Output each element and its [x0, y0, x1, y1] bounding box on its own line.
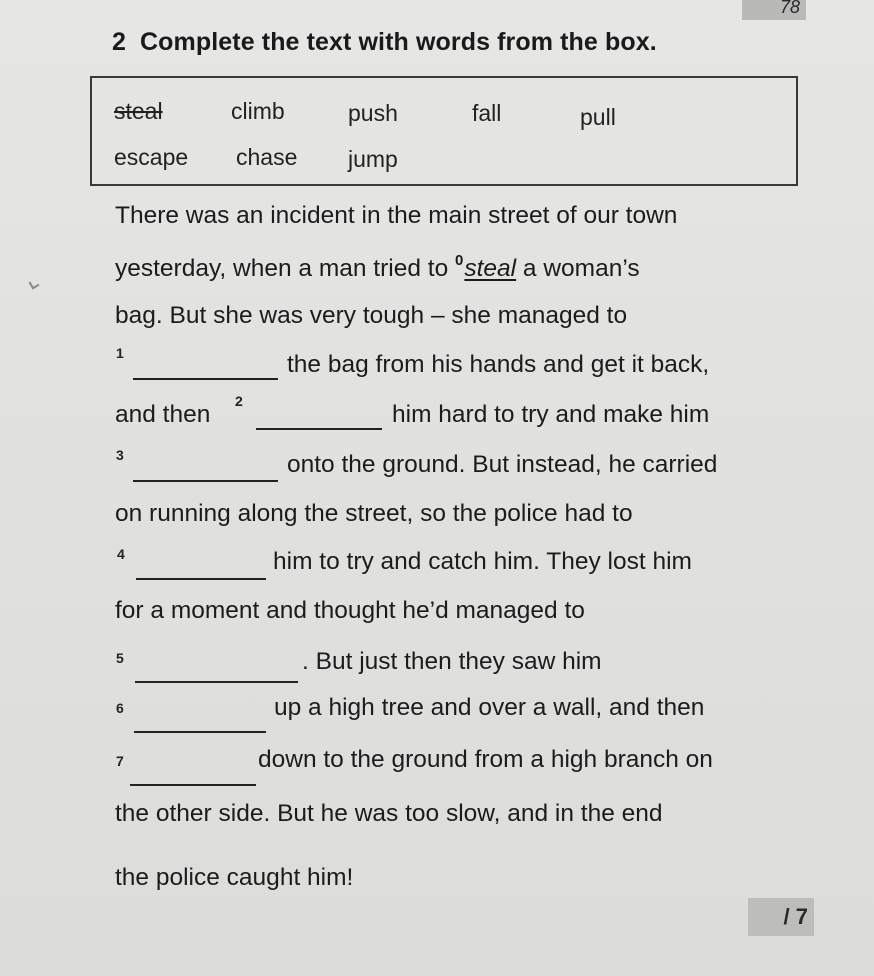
word-escape: escape: [114, 144, 189, 170]
word-pull: pull: [580, 104, 616, 130]
text-line-3: bag. But she was very tough – she managed to: [115, 302, 628, 329]
word-push: push: [348, 100, 398, 126]
page-number: 78: [779, 0, 800, 17]
score-box: [748, 898, 814, 936]
pen-mark: [29, 279, 40, 290]
example-answer: steal: [464, 255, 517, 282]
gap-3-blank[interactable]: [133, 480, 278, 482]
text-line-2: [115, 252, 640, 283]
gap-4-number: 4: [117, 546, 125, 562]
text-line-11: up a high tree and over a wall, and then: [274, 694, 705, 721]
text-line-5-start: and then: [115, 401, 211, 428]
gap-5-number: 5: [116, 650, 124, 666]
text-line-10: . But just then they saw him: [302, 648, 602, 675]
page-number-tab: [742, 0, 806, 20]
word-box: [90, 76, 798, 186]
word-chase: chase: [236, 144, 298, 170]
gap-2-number: 2: [235, 393, 243, 409]
text-line-2-start: yesterday, when a man tried to: [115, 255, 455, 282]
gap-4-blank[interactable]: [136, 578, 266, 580]
text-line-6: onto the ground. But instead, he carried: [287, 451, 718, 478]
text-line-1: There was an incident in the main street of our town: [115, 202, 678, 229]
exercise-heading: [112, 28, 657, 57]
gap-6-blank[interactable]: [134, 731, 266, 733]
text-line-8: him to try and catch him. They lost him: [273, 548, 692, 575]
word-steal: steal: [114, 98, 163, 124]
word-climb: climb: [231, 98, 285, 124]
word-jump: jump: [348, 146, 398, 172]
gap-2-blank[interactable]: [256, 428, 382, 430]
gap-6-number: 6: [116, 700, 124, 716]
gap-3-number: 3: [116, 447, 124, 463]
text-line-2-end: a woman’s: [516, 255, 640, 282]
text-line-4: the bag from his hands and get it back,: [287, 351, 710, 378]
text-line-5-end: him hard to try and make him: [392, 401, 710, 428]
exercise-instruction: Complete the text with words from the box.: [140, 28, 657, 56]
gap-7-number: 7: [116, 753, 124, 769]
score-label: / 7: [783, 904, 808, 929]
text-line-12: down to the ground from a high branch on: [258, 746, 713, 773]
exercise-number: 2: [112, 28, 127, 56]
text-line-9: for a moment and thought he’d managed to: [115, 597, 585, 624]
gap-7-blank[interactable]: [130, 784, 256, 786]
gap-1-blank[interactable]: [133, 378, 278, 380]
text-line-7: on running along the street, so the police had to: [115, 500, 633, 527]
word-fall: fall: [472, 100, 502, 126]
gap-1-number: 1: [116, 345, 124, 361]
example-number: 0: [455, 252, 464, 269]
text-line-13: the other side. But he was too slow, and in the end: [115, 800, 663, 827]
gap-5-blank[interactable]: [135, 681, 298, 683]
text-line-14: the police caught him!: [115, 864, 354, 891]
